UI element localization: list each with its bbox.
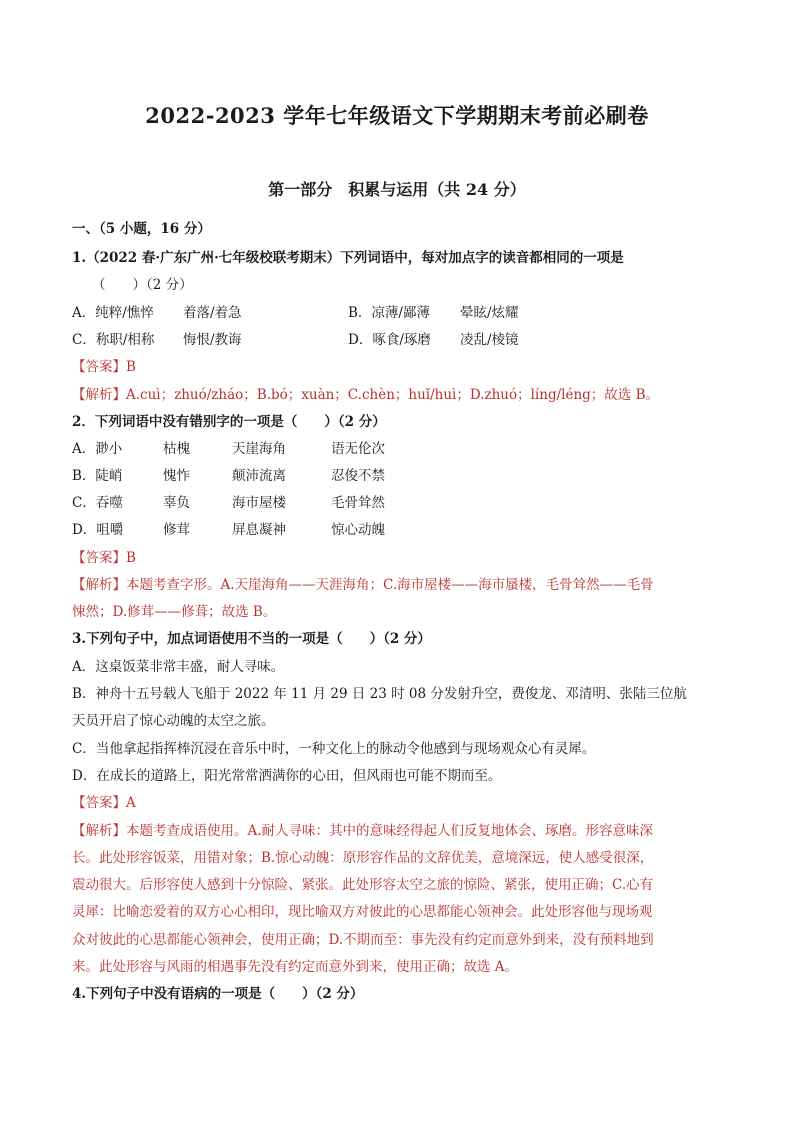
q1-answer [72, 358, 136, 376]
q1-option-d-2: 凌乱/棱镜 [460, 332, 519, 348]
q1-answer-value: B [126, 359, 136, 375]
q2-analysis-text-1: 本题考查字形。A.天崖海角——天涯海角；C.海市屋楼——海市蜃楼，毛骨耸然——毛骨 [126, 577, 654, 593]
part-heading: 第一部分 积累与运用（共 24 分） [268, 180, 526, 199]
answer-tag: 【答案】 [72, 795, 126, 811]
q2-analysis-line-2: 悚然；D.修茸——修葺；故选 B。 [72, 604, 277, 620]
q3-option-b-line-1: B．神舟十五号载人飞船于 2022 年 11 月 29 日 23 时 08 分发射升空，费俊龙、邓清明、张陆三位航 [72, 686, 687, 702]
q2-option-c-1: C．吞噬 [72, 495, 123, 511]
q2-option-a-2: 枯槐 [163, 441, 190, 457]
q2-option-b-3: 颠沛流离 [232, 468, 286, 484]
q3-option-d: D．在成长的道路上，阳光常常洒满你的心田，但风雨也可能不期而至。 [72, 768, 502, 784]
q1-blank: （ ）（2 分） [92, 277, 193, 293]
q3-analysis-line-3: 震动很大。后形容使人感到十分惊险、紧张。此处形容太空之旅的惊险、紧张，使用正确；C.心有 [72, 877, 654, 893]
analysis-tag: 【解析】 [72, 577, 126, 593]
page-title: 2022-2023 学年七年级语文下学期期末考前必刷卷 [145, 103, 649, 128]
q3-analysis-text-1: 本题考查成语使用。A.耐人寻味：其中的意味经得起人们反复地体会、琢磨。形容意味深 [126, 823, 654, 839]
q3-answer [72, 794, 136, 812]
q3-analysis-line-2: 长。此处形容饭菜，用错对象；B.惊心动魄：原形容作品的文辞优美，意境深远，使人感受很深， [72, 850, 654, 866]
q2-option-b-2: 愧怍 [163, 468, 190, 484]
answer-tag: 【答案】 [72, 550, 126, 566]
q2-answer [72, 549, 136, 567]
q1-stem: 1.（2022 春·广东广州·七年级校联考期末）下列词语中，每对加点字的读音都相同的一项是 [72, 250, 624, 266]
q3-option-c: C．当他拿起指挥棒沉浸在音乐中时，一种文化上的脉动令他感到与现场观众心有灵犀。 [72, 741, 596, 757]
q2-option-c-3: 海市屋楼 [232, 495, 286, 511]
q1-analysis [72, 386, 659, 404]
q2-option-d-1: D．咀嚼 [72, 522, 124, 538]
q2-stem: 2．下列词语中没有错别字的一项是（ ）（2 分） [72, 414, 386, 430]
q3-option-b-line-2: 天员开启了惊心动魄的太空之旅。 [72, 713, 275, 729]
q1-analysis-text: A.cuì；zhuó/zháo；B.bó；xuàn；C.chèn；huǐ/huì；D.zhuó；líng/léng；故选 B。 [126, 387, 659, 403]
q1-option-a-1: A．纯粹/憔悴 [72, 305, 154, 321]
answer-tag: 【答案】 [72, 359, 126, 375]
analysis-tag: 【解析】 [72, 387, 126, 403]
q3-analysis-line-4: 灵犀：比喻恋爱着的双方心心相印，现比喻双方对彼此的心思都能心领神会。此处形容他与现场观 [72, 904, 653, 920]
q1-option-b-2: 晕眩/炫耀 [460, 305, 519, 321]
q2-option-d-4: 惊心动魄 [331, 522, 385, 538]
q2-option-c-4: 毛骨耸然 [331, 495, 385, 511]
q3-analysis-line-5: 众对彼此的心思都能心领神会，使用正确；D.不期而至：事先没有约定而意外到来，没有预料地到 [72, 932, 654, 948]
q1-option-d-1: D．啄食/琢磨 [348, 332, 431, 348]
q2-analysis-line-1 [72, 576, 654, 594]
analysis-tag: 【解析】 [72, 823, 126, 839]
q2-option-b-4: 忍俊不禁 [331, 468, 385, 484]
q2-option-a-3: 天崖海角 [232, 441, 286, 457]
q2-option-a-4: 语无伦次 [331, 441, 385, 457]
q2-answer-value: B [126, 550, 136, 566]
q2-option-a-1: A．渺小 [72, 441, 123, 457]
q3-stem: 3.下列句子中，加点词语使用不当的一项是（ ）（2 分） [72, 631, 431, 647]
q2-option-b-1: B．陡峭 [72, 468, 123, 484]
q2-option-d-3: 屏息凝神 [232, 522, 286, 538]
q2-option-c-2: 辜负 [163, 495, 190, 511]
q4-stem: 4.下列句子中没有语病的一项是（ ）（2 分） [72, 986, 364, 1002]
q3-analysis-line-6: 来。此处形容与风雨的相遇事先没有约定而意外到来，使用正确；故选 A。 [72, 959, 519, 975]
q3-analysis-line-1 [72, 822, 653, 840]
section-heading: 一、（5 小题，16 分） [72, 221, 211, 237]
q3-option-a: A．这桌饭菜非常丰盛，耐人寻味。 [72, 659, 285, 675]
q1-option-c-1: C．称职/相称 [72, 332, 155, 348]
q1-option-b-1: B．凉薄/鄙薄 [348, 305, 430, 321]
q1-option-a-2: 着落/着急 [183, 305, 242, 321]
q2-option-d-2: 修茸 [163, 522, 190, 538]
q3-answer-value: A [126, 795, 136, 811]
q1-option-c-2: 悔恨/教诲 [183, 332, 242, 348]
